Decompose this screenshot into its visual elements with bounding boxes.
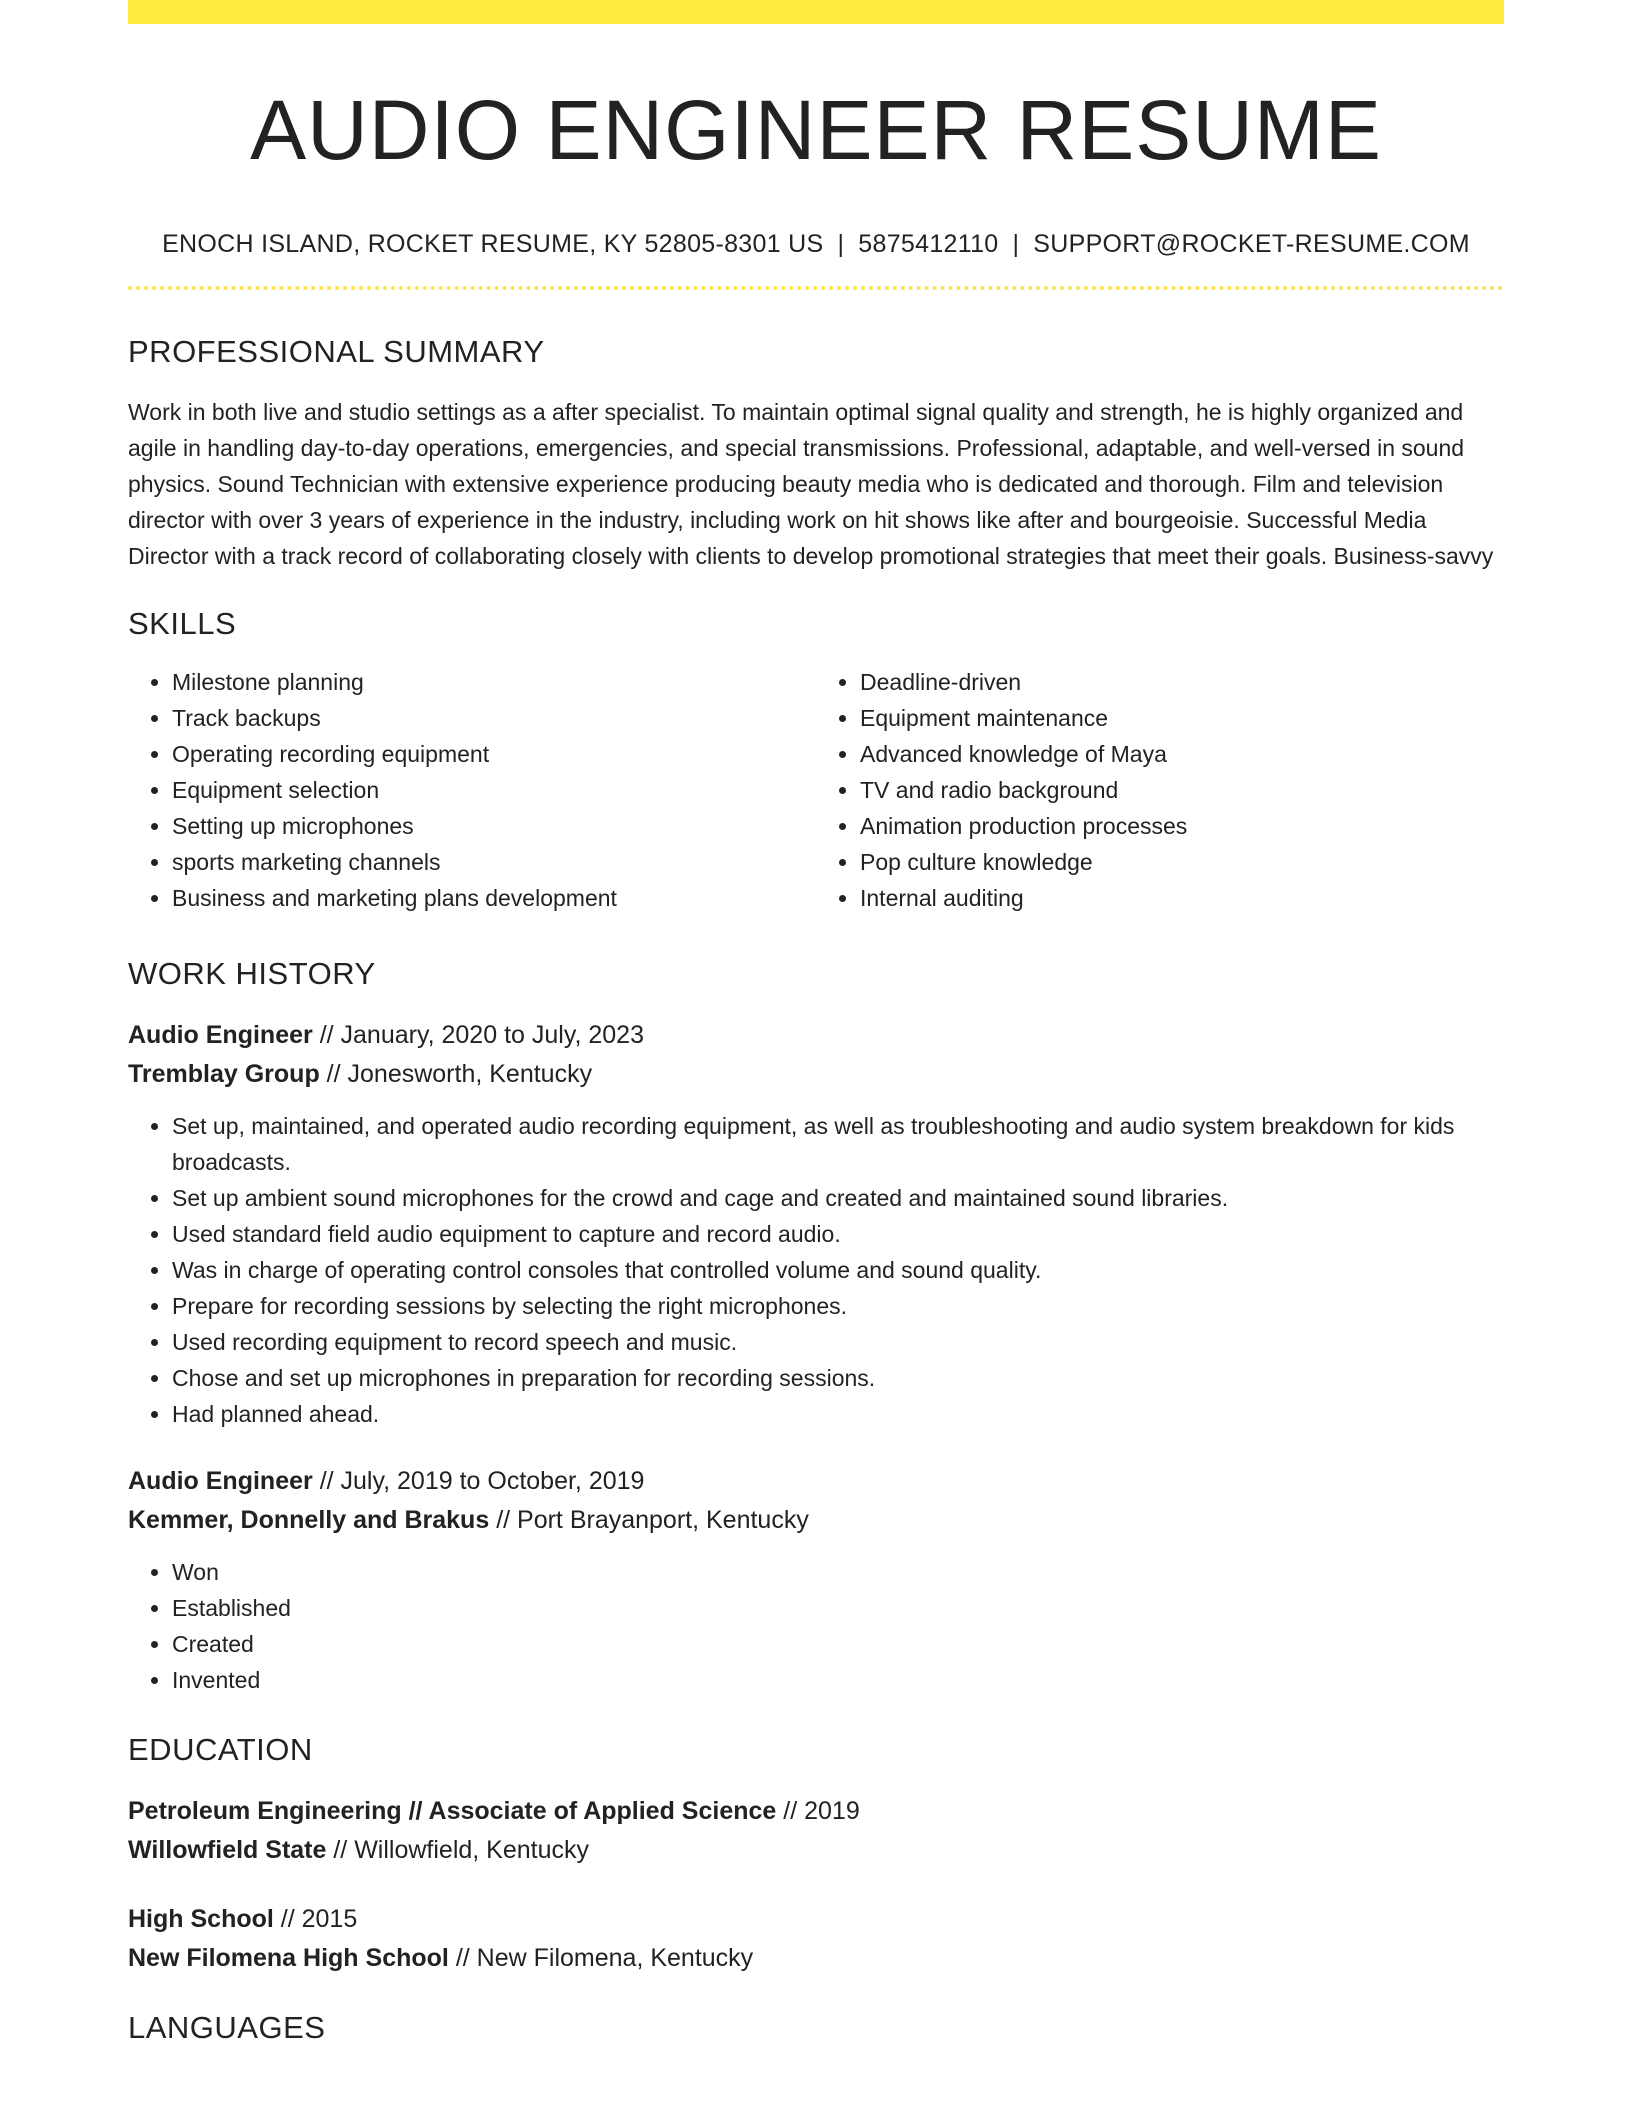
job-entry [128,1462,1504,1698]
job-location: // Jonesworth, Kentucky [326,1060,593,1088]
list-item: • TV and radio background [860,772,1504,808]
list-item: • Invented [172,1662,1504,1698]
education-school-line [128,1831,1504,1870]
job-company-line [128,1501,1504,1540]
job-bullets [128,1108,1504,1432]
contact-phone: 5875412110 [858,230,999,258]
job-dates: // January, 2020 to July, 2023 [319,1021,644,1049]
job-company: Kemmer, Donnelly and Brakus [128,1506,490,1534]
job-company: Tremblay Group [128,1060,320,1088]
resume-title: AUDIO ENGINEER RESUME [250,83,1382,177]
job-title-line [128,1016,1504,1055]
list-item: • Set up ambient sound microphones for the crowd and cage and created and maintained sound libraries. [172,1180,1504,1216]
job-dates: // July, 2019 to October, 2019 [319,1467,645,1495]
skills-columns [128,664,1504,916]
education-school-line [128,1939,1504,1978]
list-item: • Was in charge of operating control consoles that controlled volume and sound quality. [172,1252,1504,1288]
list-item: • Set up, maintained, and operated audio recording equipment, as well as troubleshooting and audio system breakdown for kids broadcasts. [172,1108,1504,1180]
skills-list-left [128,664,816,916]
job-role: Audio Engineer [128,1021,313,1049]
education-location: // Willowfield, Kentucky [333,1836,589,1864]
job-role: Audio Engineer [128,1467,313,1495]
list-item: • Equipment selection [172,772,816,808]
job-entry [128,1016,1504,1432]
work-heading: WORK HISTORY [128,956,376,991]
list-item: • sports marketing channels [172,844,816,880]
list-item: • Equipment maintenance [860,700,1504,736]
education-school: New Filomena High School [128,1944,449,1972]
list-item: • Milestone planning [172,664,816,700]
education-school: Willowfield State [128,1836,327,1864]
languages-heading: LANGUAGES [128,2010,326,2045]
list-item: • Created [172,1626,1504,1662]
contact-separator: | [1012,230,1020,258]
education-degree-line [128,1792,1504,1831]
list-item: • Deadline-driven [860,664,1504,700]
contact-address: ENOCH ISLAND, ROCKET RESUME, KY 52805-8301 US [162,230,824,258]
job-company-line [128,1055,1504,1094]
education-degree-line [128,1900,1504,1939]
education-entry [128,1900,1504,1978]
list-item: • Animation production processes [860,808,1504,844]
education-entry [128,1792,1504,1870]
skills-list-right [816,664,1504,916]
dotted-divider [128,286,1504,290]
education-year: // 2019 [783,1797,860,1825]
list-item: • Had planned ahead. [172,1396,1504,1432]
list-item: • Operating recording equipment [172,736,816,772]
skills-heading: SKILLS [128,606,237,641]
education-year: // 2015 [280,1905,358,1933]
summary-text: Work in both live and studio settings as a after specialist. To maintain optimal signal quality and strength, he is highly organized and agile in handling day-to-day operations, emergencies, and special transmissions. Professional, adaptable, and well-versed in sound physics. Sound Technician with extensive experience producing beauty media who is dedicated and thorough. Film and television director with over 3 years of experience in the industry, including work on hit shows like after and bourgeoisie. Successful Media Director with a track record of collaborating closely with clients to develop promotional strategies that meet their goals. Business-savvy [128,399,1494,569]
job-bullets [128,1554,1504,1698]
list-item: • Won [172,1554,1504,1590]
list-item: • Used standard field audio equipment to capture and record audio. [172,1216,1504,1252]
contact-line [128,228,1504,260]
education-degree: High School [128,1905,274,1933]
list-item: • Track backups [172,700,816,736]
summary-heading: PROFESSIONAL SUMMARY [128,334,545,369]
list-item: • Advanced knowledge of Maya [860,736,1504,772]
list-item: • Internal auditing [860,880,1504,916]
list-item: • Business and marketing plans development [172,880,816,916]
list-item: • Chose and set up microphones in preparation for recording sessions. [172,1360,1504,1396]
list-item: • Used recording equipment to record speech and music. [172,1324,1504,1360]
education-degree: Petroleum Engineering // Associate of Applied Science [128,1797,777,1825]
contact-separator: | [837,230,845,258]
list-item: • Setting up microphones [172,808,816,844]
list-item: • Pop culture knowledge [860,844,1504,880]
education-location: // New Filomena, Kentucky [455,1944,754,1972]
list-item: • Established [172,1590,1504,1626]
job-location: // Port Brayanport, Kentucky [496,1506,809,1534]
education-heading: EDUCATION [128,1732,313,1767]
resume-content [128,0,1504,2048]
job-title-line [128,1462,1504,1501]
contact-email: SUPPORT@ROCKET-RESUME.COM [1033,230,1470,258]
list-item: • Prepare for recording sessions by selecting the right microphones. [172,1288,1504,1324]
